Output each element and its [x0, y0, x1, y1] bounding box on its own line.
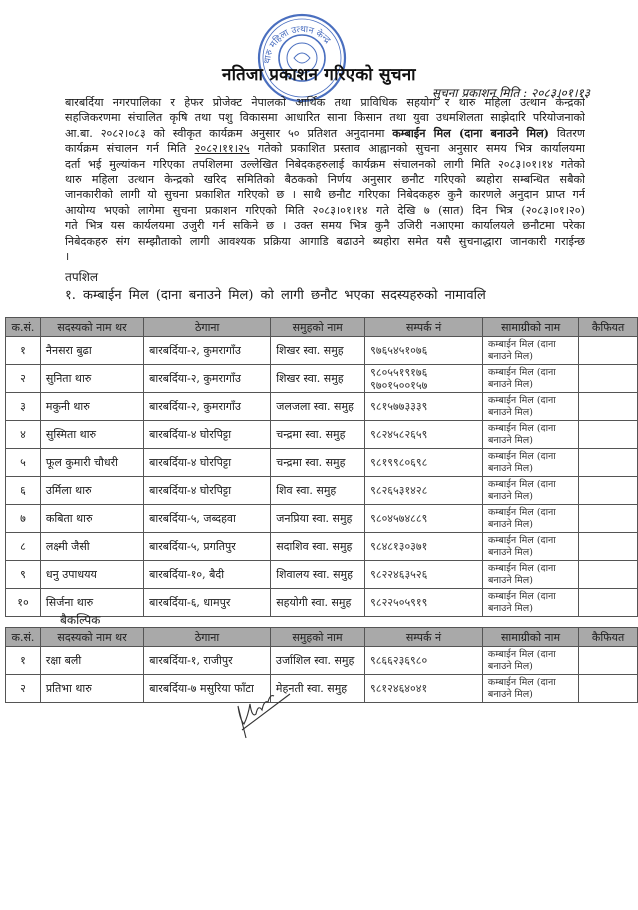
notice-title: नतिजा प्रकाशन गरिएको सुचना	[222, 65, 416, 85]
member-name: फूल कुमारी चौधरी	[40, 449, 143, 477]
signature	[228, 690, 298, 742]
serial-number: १	[6, 337, 41, 365]
alternate-label: बैकल्पिक	[60, 613, 101, 627]
phone-number: ९८१५७७३३३९	[370, 400, 428, 413]
phone-number: ९८१९९८०६९८	[370, 456, 428, 469]
table-row	[6, 505, 638, 533]
text-segment: कार्यक्रम संचालन गर्न मिति	[65, 142, 195, 156]
section-heading: १. कम्बाईन मिल (दाना बनाउने मिल) को लागी छनौट भएका सदस्यहरुको नामावलि	[65, 288, 486, 303]
member-address: बारबर्दिया-२, कुमरागाँउ	[144, 393, 271, 421]
column-header: क.सं.	[6, 318, 41, 337]
phone-number: ९८०४५७४८८९	[370, 512, 428, 525]
remarks	[579, 393, 638, 421]
table-row	[6, 337, 638, 365]
underlined-date: २०८२।११।२५	[194, 142, 250, 156]
phone-number: ९८१२४६४०४१	[369, 682, 428, 695]
item-name: कम्बाईन मिल (दाना बनाउने मिल)	[483, 337, 579, 365]
phone-number: ९८०५५१९१७६	[370, 365, 428, 379]
details-label: तपशिल	[65, 270, 99, 284]
table-row	[6, 675, 638, 703]
alternate-members-table	[5, 627, 638, 703]
text-segment: ।	[65, 249, 70, 263]
contact-number	[365, 477, 483, 505]
remarks	[579, 449, 638, 477]
paragraph-line	[65, 95, 585, 110]
remarks	[579, 589, 638, 617]
table-row	[6, 365, 638, 393]
member-name: नैनसरा बुढा	[40, 337, 143, 365]
phone-number: ९८२४५८२६५९	[370, 428, 428, 441]
svg-text:थारु महिला उत्थान केन्द्र	[263, 25, 332, 65]
phone-number: ९८२६५३१४२८	[370, 484, 428, 497]
serial-number: ९	[6, 561, 41, 589]
column-header: सदस्यको नाम थर	[40, 318, 143, 337]
member-address: बारबर्दिया-१०, बैदी	[144, 561, 271, 589]
member-address: बारबर्दिया-१, राजीपुर	[144, 647, 271, 675]
group-name: चन्द्रमा स्वा. समुह	[271, 421, 365, 449]
remarks	[579, 337, 638, 365]
remarks	[579, 647, 638, 675]
text-segment: थारु महिला उत्थान केन्द्रको खरिद समितिको बैठकको निर्णय अनुसार छनौट गरिएको ब्यहोरा सम्बन्धित सबैको	[65, 172, 585, 186]
column-header: सम्पर्क नं	[364, 628, 482, 647]
group-name: चन्द्रमा स्वा. समुह	[271, 449, 365, 477]
stamp-lettering: थारु महिला उत्थान केन्द्र	[262, 24, 332, 65]
paragraph-line	[65, 187, 585, 202]
text-segment: आ.बा. २०८२।०८३ को स्वीकृत कार्यक्रम अनुसार ५० प्रतिशत अनुदानमा	[65, 126, 393, 140]
member-address: बारबर्दिया-७ मसुरिया फाँटा	[144, 675, 271, 703]
group-name: शिखर स्वा. समुह	[271, 337, 365, 365]
group-name: मेहनती स्वा. समुह	[270, 675, 364, 703]
remarks	[579, 421, 638, 449]
member-name: प्रतिभा थारु	[40, 675, 143, 703]
serial-number: ६	[6, 477, 41, 505]
contact-number	[365, 505, 483, 533]
item-name: कम्बाईन मिल (दाना बनाउने मिल)	[482, 647, 578, 675]
member-name: सुनिता थारु	[40, 365, 143, 393]
paragraph-line	[65, 110, 585, 125]
notice-body	[65, 95, 585, 264]
publish-date: सुचना प्रकाशन मिति : २०८३।०१।१३	[432, 86, 591, 100]
text-segment: निबेदकहरु संग सम्झौताको लागी आवश्यक प्रक्रिया आगाडि बढाउने ब्यहोरा समेत यसै सुचनाद्धारा जानकारी गराईन्छ	[65, 234, 585, 248]
contact-number	[364, 675, 482, 703]
column-header: सदस्यको नाम थर	[40, 628, 143, 647]
phone-number: ९८४८१३०३७१	[370, 540, 428, 553]
column-header: समुहको नाम	[270, 628, 364, 647]
item-name: कम्बाईन मिल (दाना बनाउने मिल)	[483, 421, 579, 449]
column-header: सामाग्रीको नाम	[482, 628, 578, 647]
group-name: जनप्रिया स्वा. समुह	[271, 505, 365, 533]
column-header: ठेगाना	[144, 318, 271, 337]
paragraph-line	[65, 157, 585, 172]
paragraph-line	[65, 172, 585, 187]
member-name: मकुनी थारु	[40, 393, 143, 421]
item-name: कम्बाईन मिल (दाना बनाउने मिल)	[483, 589, 579, 617]
text-segment: गतेको प्रकाशित प्रस्ताव आह्वानको सुचना अनुसार समय भित्र कार्यालयमा	[249, 142, 585, 156]
group-name: जलजला स्वा. समुह	[271, 393, 365, 421]
serial-number: ४	[6, 421, 41, 449]
phone-number: ९८२२५०५९१९	[370, 596, 428, 609]
table-row	[6, 533, 638, 561]
serial-number: ५	[6, 449, 41, 477]
column-header: कैफियत	[579, 318, 638, 337]
contact-number	[365, 393, 483, 421]
item-name: कम्बाईन मिल (दाना बनाउने मिल)	[483, 365, 579, 393]
text-segment: बारबर्दिया नगरपालिका र हेफर प्रोजेक्ट नेपालको आर्थिक तथा प्राविधिक सहयोग र थारु महिला उत्थान केन्द्रको	[65, 96, 585, 109]
column-header: सामाग्रीको नाम	[483, 318, 579, 337]
item-name: कम्बाईन मिल (दाना बनाउने मिल)	[482, 675, 578, 703]
member-address: बारबर्दिया-४ घोरपिट्टा	[144, 449, 271, 477]
remarks	[579, 675, 638, 703]
member-name: लक्ष्मी जैसी	[40, 533, 143, 561]
remarks	[579, 477, 638, 505]
contact-number	[364, 647, 482, 675]
contact-number	[365, 337, 483, 365]
paragraph-line	[65, 141, 585, 156]
group-name: सहयोगी स्वा. समुह	[271, 589, 365, 617]
item-name: कम्बाईन मिल (दाना बनाउने मिल)	[483, 393, 579, 421]
item-name: कम्बाईन मिल (दाना बनाउने मिल)	[483, 561, 579, 589]
serial-number: २	[6, 365, 41, 393]
remarks	[579, 561, 638, 589]
remarks	[579, 365, 638, 393]
paragraph-line	[65, 126, 585, 141]
paragraph-line	[65, 218, 585, 233]
text-segment: सहजिकरणमा संचालित कृषि तथा पशु विकासमा आधारित साना किसान तथा युवा उधमशिलता साझेदारि परियोजनाको	[65, 111, 585, 125]
group-name: उर्जाशिल स्वा. समुह	[270, 647, 364, 675]
member-name: उर्मिला थारु	[40, 477, 143, 505]
serial-number: १०	[6, 589, 41, 617]
item-name: कम्बाईन मिल (दाना बनाउने मिल)	[483, 505, 579, 533]
remarks	[579, 505, 638, 533]
highlighted-item: कम्बाईन मिल (दाना बनाउने मिल)	[392, 125, 549, 140]
item-name: कम्बाईन मिल (दाना बनाउने मिल)	[483, 533, 579, 561]
member-address: बारबर्दिया-४ घोरपिट्टा	[144, 421, 271, 449]
member-name: सुस्मिता थारु	[40, 421, 143, 449]
group-name: शिव स्वा. समुह	[271, 477, 365, 505]
group-name: शिखर स्वा. समुह	[271, 365, 365, 393]
member-address: बारबर्दिया-४ घोरपिट्टा	[144, 477, 271, 505]
phone-number: ९७६५४५१०७६	[370, 344, 428, 357]
contact-number	[365, 589, 483, 617]
serial-number: १	[6, 647, 41, 675]
table-row	[6, 647, 638, 675]
text-segment: दर्ता भई मुल्यांकन गरिएका तपशिलमा उल्लेखित निबेदकहरुलाई कार्यक्रम संचालनको लागी मिति २०८३।०१।१४ गतेको	[65, 157, 585, 171]
serial-number: ७	[6, 505, 41, 533]
member-address: बारबर्दिया-२, कुमरागाँउ	[144, 337, 271, 365]
column-header: क.सं.	[6, 628, 41, 647]
column-header: सम्पर्क नं	[365, 318, 483, 337]
table-row	[6, 449, 638, 477]
member-name: धनु उपाधयय	[40, 561, 143, 589]
contact-number	[365, 561, 483, 589]
phone-number: ९८२२४६३५२६	[370, 568, 428, 581]
contact-number	[365, 533, 483, 561]
table-row	[6, 561, 638, 589]
text-segment: आयोग्य भएको लागेमा सुचना प्रकाशन गरिएको मिति २०८३।०१।१४ गते देखि ७ (सात) दिन भित्र (२०८३।०१।२०)	[65, 203, 585, 217]
item-name: कम्बाईन मिल (दाना बनाउने मिल)	[483, 477, 579, 505]
text-segment: जानकारीको लागी यो सुचना प्रकाशित गरिएको छ । साथै छनौट गरिएका निबेदकहरु कुनै कारणले अनुदान प्राप्त गर्न	[65, 188, 585, 202]
table-header-row	[6, 628, 638, 647]
text-segment: वितरण	[548, 126, 585, 140]
serial-number: ३	[6, 393, 41, 421]
column-header: कैफियत	[579, 628, 638, 647]
paragraph-line	[65, 203, 585, 218]
remarks	[579, 533, 638, 561]
member-name: कबिता थारु	[40, 505, 143, 533]
phone-number: ९७०१५००१५७	[370, 378, 428, 392]
member-address: बारबर्दिया-५, प्रगतिपुर	[144, 533, 271, 561]
member-name: सिर्जना थारु	[40, 589, 143, 617]
paragraph-line	[65, 234, 585, 249]
table-row	[6, 421, 638, 449]
serial-number: २	[6, 675, 41, 703]
contact-number	[365, 365, 483, 393]
group-name: शिवालय स्वा. समुह	[271, 561, 365, 589]
organization-stamp	[256, 12, 348, 104]
column-header: ठेगाना	[144, 628, 271, 647]
table-header-row	[6, 318, 638, 337]
selected-members-table	[5, 317, 638, 617]
group-name: सदाशिव स्वा. समुह	[271, 533, 365, 561]
paragraph-line	[65, 249, 585, 264]
table-row	[6, 477, 638, 505]
member-address: बारबर्दिया-६, धामपुर	[144, 589, 271, 617]
member-name: रक्षा बली	[40, 647, 143, 675]
table-row	[6, 393, 638, 421]
serial-number: ८	[6, 533, 41, 561]
contact-number	[365, 449, 483, 477]
item-name: कम्बाईन मिल (दाना बनाउने मिल)	[483, 449, 579, 477]
member-address: बारबर्दिया-५, जब्दहवा	[144, 505, 271, 533]
column-header: समुहको नाम	[271, 318, 365, 337]
contact-number	[365, 421, 483, 449]
member-address: बारबर्दिया-२, कुमरागाँउ	[144, 365, 271, 393]
text-segment: गते भित्र यस कार्यलयमा उजुरी गर्न सकिने छ । उक्त समय भित्र कुनै उजिरी नआएमा कार्यालयले छनौटमा परेका	[65, 219, 585, 233]
phone-number: ९८६६२३६९८०	[369, 654, 428, 667]
